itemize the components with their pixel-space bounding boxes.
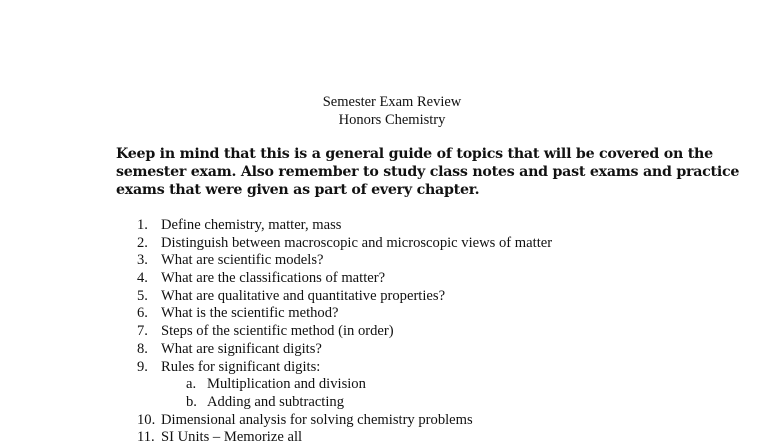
subtopic-letter: a. (186, 376, 197, 393)
topic-item (0, 412, 784, 430)
topic-text: SI Units – Memorize all (161, 429, 303, 441)
topic-number: 11. (137, 429, 155, 441)
topic-text: What are qualitative and quantitative properties? (161, 287, 446, 304)
intro-line: Keep in mind that this is a general guide of topics that will be covered on the (116, 146, 713, 162)
topic-text: What are significant digits? (161, 340, 322, 357)
topic-item (0, 288, 784, 306)
topic-text: Steps of the scientific method (in order) (161, 323, 394, 340)
topic-item (0, 341, 784, 359)
topic-item (0, 359, 784, 377)
topic-item (0, 270, 784, 288)
topic-number: 9. (137, 358, 148, 375)
topic-item (0, 217, 784, 235)
intro-line: semester exam. Also remember to study class notes and past exams and practice (116, 164, 740, 180)
topic-number: 10. (137, 411, 156, 428)
topic-number: 7. (137, 323, 148, 340)
document-title: Semester Exam Review (322, 94, 462, 110)
topic-list (0, 217, 784, 441)
subtopic-text: Adding and subtracting (207, 393, 344, 410)
subtopic-item (0, 394, 784, 412)
subtopic-letter: b. (186, 393, 197, 410)
topic-text: What is the scientific method? (161, 305, 339, 322)
intro-line: exams that were given as part of every chapter. (116, 182, 480, 198)
topic-item (0, 305, 784, 323)
subtopic-item (0, 376, 784, 394)
topic-text: What are scientific models? (161, 252, 324, 269)
topic-number: 8. (137, 340, 148, 357)
subtopic-text: Multiplication and division (207, 376, 366, 393)
topic-text: Rules for significant digits: (161, 358, 321, 375)
document-subtitle: Honors Chemistry (338, 112, 446, 128)
topic-item (0, 235, 784, 253)
topic-number: 2. (137, 234, 148, 251)
topic-text: Dimensional analysis for solving chemistry problems (161, 411, 473, 428)
topic-number: 3. (137, 252, 148, 269)
topic-text: What are the classifications of matter? (161, 270, 386, 287)
topic-text: Define chemistry, matter, mass (161, 217, 342, 233)
topic-number: 6. (137, 305, 148, 322)
topic-number: 4. (137, 270, 148, 287)
topic-number: 1. (137, 217, 148, 233)
intro-paragraph (116, 145, 740, 199)
topic-number: 5. (137, 287, 148, 304)
topic-item (0, 429, 784, 441)
topic-item (0, 323, 784, 341)
topic-item (0, 252, 784, 270)
topic-text: Distinguish between macroscopic and microscopic views of matter (161, 234, 553, 251)
